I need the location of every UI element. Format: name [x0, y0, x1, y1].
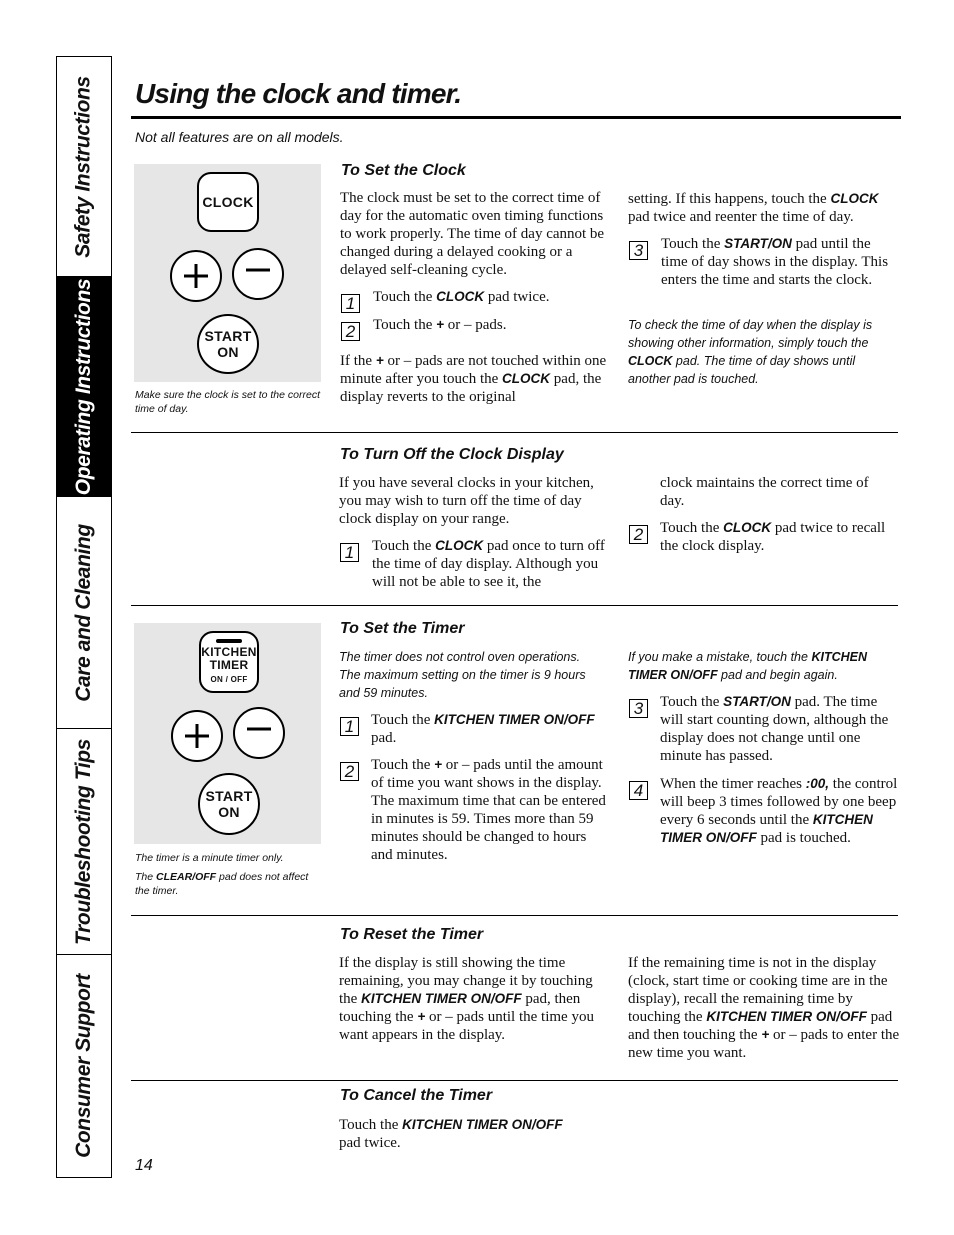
cancel-timer-heading: To Cancel the Timer — [340, 1087, 493, 1104]
set-timer-heading: To Set the Timer — [340, 620, 465, 637]
set-timer-note-1: The timer does not control oven operations. The maximum setting on the timer is 9 hours and 59 minutes. — [339, 650, 586, 700]
minus-button[interactable] — [233, 707, 285, 759]
minus-button[interactable] — [232, 248, 284, 300]
tab-operating-instructions[interactable]: Operating Instructions — [57, 277, 111, 497]
kitchen-timer-button[interactable]: KITCHEN TIMER ON / OFF — [199, 631, 259, 693]
reset-timer-col2: If the remaining time is not in the display (clock, start time or cooking time are in the display), recall the remaining time by touching the KITCHEN TIMER ON/OFF pad and then touching the + or – pads to enter the new time you want. — [628, 955, 900, 1061]
step-number: 1 — [341, 294, 360, 313]
step-number: 1 — [340, 543, 359, 562]
tab-troubleshooting-tips[interactable]: Troubleshooting Tips — [57, 729, 111, 955]
set-clock-timeout-paragraph: If the + or – pads are not touched within one minute after you touch the CLOCK pad, the display reverts to the original — [340, 353, 607, 405]
clock-button[interactable]: CLOCK — [197, 172, 259, 232]
reset-timer-heading: To Reset the Timer — [340, 926, 484, 943]
set-timer-note-2: If you make a mistake, touch the KITCHEN TIMER ON/OFF pad and begin again. — [628, 650, 867, 682]
set-clock-step-1: 1 Touch the CLOCK pad twice. — [341, 288, 611, 312]
set-clock-step-2: 2 Touch the + or – pads. — [341, 316, 611, 340]
section-divider — [131, 1080, 898, 1081]
set-clock-step-3: 3 Touch the START/ON pad until the time of day shows in the display. This enters the time and starts the clock. — [629, 235, 897, 307]
step-number: 2 — [341, 322, 360, 341]
set-clock-intro: The clock must be set to the correct time of day for the automatic oven timing functions to work properly. The time of day cannot be changed during a delayed cooking or a delayed self-cleaning cycle. — [340, 190, 605, 278]
step-number: 4 — [629, 781, 648, 800]
step-number: 1 — [340, 717, 359, 736]
reset-timer-col1: If the display is still showing the time remaining, you may change it by touching the KITCHEN TIMER ON/OFF pad, then touching the + or – pads until the time you want appears in the display. — [339, 955, 594, 1043]
on-label: ON — [218, 804, 240, 820]
start-on-button[interactable] — [198, 773, 260, 835]
tab-safety-instructions[interactable]: Safety Instructions — [57, 57, 111, 277]
turn-off-intro: If you have several clocks in your kitchen, you may wish to turn off the time of day clock display on your range. — [339, 475, 594, 527]
turn-off-col2-text: clock maintains the correct time of day. — [660, 475, 869, 509]
plus-button[interactable] — [171, 710, 223, 762]
timer-caption-1: The timer is a minute timer only. — [135, 852, 284, 864]
section-divider — [131, 915, 898, 916]
turn-off-step-2: 2 Touch the CLOCK pad twice to recall the clock display. — [629, 519, 897, 559]
section-divider — [131, 605, 898, 606]
turn-off-step-1: 1 Touch the CLOCK pad once to turn off the time of day display. Although you will not be able to see it, the — [340, 537, 610, 593]
set-timer-step-1: 1 Touch the KITCHEN TIMER ON/OFF pad. — [340, 711, 610, 751]
page-subtitle: Not all features are on all models. — [135, 129, 344, 145]
cancel-timer-text: Touch the KITCHEN TIMER ON/OFF pad twice. — [339, 1117, 563, 1151]
page-title: Using the clock and timer. — [135, 78, 462, 109]
clock-pad-ref: CLOCK — [436, 289, 485, 304]
tab-care-and-cleaning[interactable]: Care and Cleaning — [57, 497, 111, 729]
minus-icon — [244, 260, 272, 288]
tab-consumer-support[interactable]: Consumer Support — [72, 974, 95, 1158]
start-label: START — [205, 788, 253, 804]
set-clock-note: To check the time of day when the display is showing other information, simply touch the CLOCK pad. The time of day shows until another pad is touched. — [628, 318, 873, 386]
timer-control-panel — [134, 623, 321, 844]
step-number: 3 — [629, 241, 648, 260]
title-rule — [131, 116, 901, 119]
turn-off-clock-heading: To Turn Off the Clock Display — [340, 446, 564, 463]
sidebar-nav — [56, 56, 112, 1178]
plus-icon — [182, 262, 210, 290]
clock-control-panel — [134, 164, 321, 382]
step-number: 2 — [629, 525, 648, 544]
step-number: 3 — [629, 699, 648, 718]
section-divider — [131, 432, 898, 433]
set-clock-heading: To Set the Clock — [341, 162, 466, 179]
set-timer-step-3: 3 Touch the START/ON pad. The time will start counting down, although the display does not change until one minute has passed. — [629, 693, 897, 769]
set-clock-col2-paragraph: setting. If this happens, touch the CLOCK pad twice and reenter the time of day. — [628, 191, 879, 225]
indicator-light — [216, 639, 242, 643]
clock-panel-caption: Make sure the clock is set to the correct time of day. — [135, 389, 320, 415]
plus-button[interactable] — [170, 250, 222, 302]
minus-icon — [245, 719, 273, 747]
start-on-button[interactable] — [197, 314, 259, 374]
set-timer-step-2: 2 Touch the + or – pads until the amount of time you want shows in the display. The maximum time that can be entered in minutes is 59. Times more than 59 minutes should be changed to hours and minutes. — [340, 756, 610, 868]
start-label: START — [204, 328, 252, 344]
page-number: 14 — [135, 1157, 153, 1174]
set-timer-step-4: 4 When the timer reaches :00, the control will beep 3 times followed by one beep every 6 seconds until the KITCHEN TIMER ON/OFF pad is touched. — [629, 775, 897, 869]
timer-caption-2: The CLEAR/OFF pad does not affect the timer. — [135, 871, 309, 897]
on-label: ON — [217, 344, 239, 360]
step-number: 2 — [340, 762, 359, 781]
plus-icon — [183, 722, 211, 750]
